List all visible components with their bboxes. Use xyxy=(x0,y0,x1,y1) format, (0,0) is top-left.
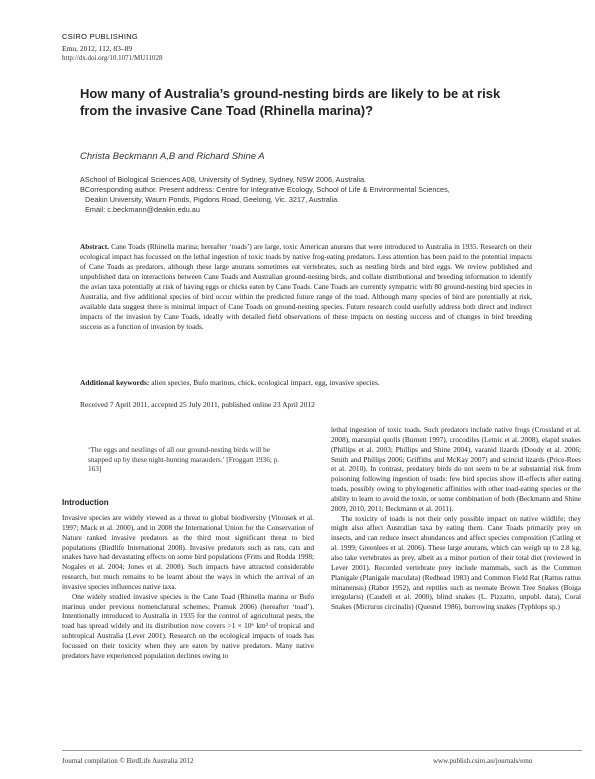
author-list: Christa Beckmann A,B and Richard Shine A xyxy=(80,151,265,162)
publisher-name: CSIRO PUBLISHING xyxy=(62,32,139,41)
affiliation-b-address: Deakin University, Waurn Ponds, Pigdons Road, Geelong, Vic. 3217, Australia. xyxy=(85,195,340,204)
corresponding-email[interactable]: Email: c.beckmann@deakin.edu.au xyxy=(85,205,200,214)
section-heading-introduction: Introduction xyxy=(62,498,109,507)
body-column-right xyxy=(331,425,581,612)
journal-citation: Emu, 2012, 112, 83–89 xyxy=(62,44,133,53)
affiliation-b: BCorresponding author. Present address: Centre for Integrative Ecology, School of Life & Environmental Sciences, xyxy=(80,185,450,194)
received-dates: Received 7 April 2011, accepted 25 July 2011, published online 23 April 2012 xyxy=(80,400,315,409)
affiliation-a: ASchool of Biological Sciences A08, University of Sydney, Sydney, NSW 2006, Australia. xyxy=(80,175,367,184)
paragraph: lethal ingestion of toxic toads. Such predators include native frogs (Crossland et al. 2008), marsupial quolls (Burnett 1997), crocodiles (Letnic et al. 2008), elapid snakes (Phillips et al. 2003; Phillips and Shine 2004), varanid lizards (Doody et al. 2006; Smith and Phillips 2006; Griffiths and McKay 2007) and scincid lizards (Price-Rees et al. 2010). In contrast, predatory birds do not seem to be at substantial risk from poisoning following ingestion of toads: few bird species show ill-effects after eating toads, possibly owing to phylogenetic affinities with other toad-eating species or the ability to learn to avoid the toxin, or some combination of both (Beckmann and Shine 2009, 2010, 2011; Beckmann et al. 2011). xyxy=(331,425,581,513)
paragraph: One widely studied invasive species is the Cane Toad (Rhinella marina or Bufo marinus under previous nomenclatural schemes; Pramuk 2006) (hereafter ‘toad’). Intentionally introduced to Australia in 1935 for the control of agricultural pests, the toad has spread widely and its distribution now covers >1 × 10⁶ km² of tropical and subtropical Australia (Lever 2001). Research on the ecological impacts of toads has focussed on their toxicity when they are eaten by native predators. Many native predators have experienced population declines owing to xyxy=(62,591,314,660)
paragraph: The toxicity of toads is not their only possible impact on native wildlife; they might also affect Australian taxa by eating them. Cane Toads primarily prey on insects, and can reduce insect abundances and affect species composition (Catling et al. 1999; Greenlees et al. 2006). These large anurans, which can weigh up to 2.8 kg, also take vertebrates as prey, albeit as a minor portion of their total diet (reviewed in Lever 2001). Recorded vertebrate prey include mammals, such as the Common Planigale (Planigale maculata) (Redhead 1983) and Common Field Rat (Rattus rattus minanensis) (Rabor 1952), and reptiles such as neonate Brown Tree Snakes (Boiga irregularis) (Caudell et al. 2000), blind snakes (L. Pizzatto, unpubl. data), Coral Snakes (Micrurus circinalis) (Quesnel 1986), burrowing snakes (Typhlops sp.) xyxy=(331,513,581,612)
abstract-text: Cane Toads (Rhinella marina; hereafter ‘toads’) are large, toxic American anurans that were introduced to Australia in 1935. Research on their ecological impact has focussed on the lethal ingestion of toxic toads by native frog-eating predators. Less attention has been paid to the potential impacts of Cane Toads as predators, although these large anurans sometimes eat vertebrates, such as nestling birds and bird eggs. We review published and unpublished data on interactions between Cane Toads and Australian ground-nesting birds, and collate distributional and breeding information to identify the avian taxa potentially at risk of having eggs or chicks eaten by Cane Toads. Cane Toads are currently sympatric with 80 ground-nesting bird species in Australia, and five additional species of bird occur within the predicted future range of the toad. Although many species of bird are potentially at risk, available data suggest there is minimal impact of Cane Toads on ground-nesting species. Future research could usefully address both direct and indirect impacts of the invasion by Cane Toads, ideally with detailed field observations of these impacts on nesting success and of changes in bird breeding success as a function of invasion by toads. xyxy=(80,242,532,331)
keywords-label: Additional keywords: xyxy=(80,378,150,387)
paragraph: Invasive species are widely viewed as a threat to global biodiversity (Vitousek et al. 1997; Mack et al. 2000), and in 2008 the International Union for the Conservation of Nature ranked invasive predators as the third most significant threat to bird populations (Birdlife International 2008). Invasive predators such as rats, cats and snakes have had devastating effects on some bird populations (Fritts and Rodda 1998; Nogales et al. 2004; Jones et al. 2008). Such impacts have attracted considerable research, but much remains to be learnt about the ways in which the arrival of an invasive species influences native taxa. xyxy=(62,513,314,591)
abstract xyxy=(80,242,532,332)
footer-url[interactable]: www.publish.csiro.au/journals/emu xyxy=(433,757,533,765)
body-column-left xyxy=(62,513,314,661)
epigraph-quote: ‘The eggs and nestlings of all our ground-nesting birds will be snapped up by these night-hunting marauders.’ [Froggatt 1936; p. 163] xyxy=(88,445,280,473)
footer-divider xyxy=(62,750,582,751)
doi-link[interactable]: http://dx.doi.org/10.1071/MU11028 xyxy=(62,54,163,62)
abstract-label: Abstract. xyxy=(80,242,109,251)
footer-copyright: Journal compilation © BirdLife Australia 2012 xyxy=(62,757,194,765)
keywords-text: alien species, Bufo marinus, chick, ecological impact, egg, invasive species. xyxy=(151,378,380,387)
affiliations xyxy=(80,175,520,215)
article-title: How many of Australia’s ground-nesting birds are likely to be at risk from the invasive Cane Toad (Rhinella marina)? xyxy=(80,86,501,118)
keywords xyxy=(80,378,532,387)
